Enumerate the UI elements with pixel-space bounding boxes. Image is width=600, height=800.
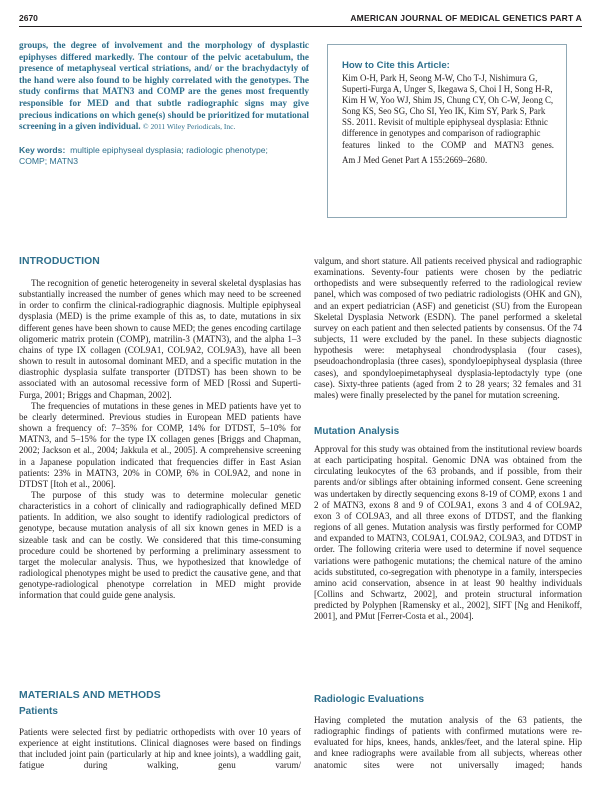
keywords-line-2: COMP; MATN3 [19,155,79,166]
intro-paragraph-1: The recognition of genetic heterogeneity in several skeletal dysplasias has substantially increased the number of genes which may need to be screened in order to confirm the clinical-radiographic diagnosis. Multiple epiphyseal dysplasia (MED) is the prime example of this as, to date, mutations in six different genes have been shown to cause MED; the genes encoding cartilage oligomeric matrix protein (COMP), matrilin-3 (MATN3), and the alpha 1–3 chains of type IX collagen (COL9A1, COL9A2, COL9A3), have all been shown to result in autosomal dominant MED, and a specific mutation in the diastrophic dysplasia sulfate transporter (DTDST) has been shown to be associated with an autosomal recessive form of MED [Rossi and Superti-Furga, 2001; Briggs and Chapman, 2002]. [19,278,301,400]
heading-mutation-analysis: Mutation Analysis [314,426,400,437]
keywords-label: Key words: [19,144,66,155]
abstract-block [19,40,309,167]
journal-title: AMERICAN JOURNAL OF MEDICAL GENETICS PART A [350,13,582,23]
citation-box [327,44,567,218]
introduction-text [19,278,301,602]
keywords [19,145,309,167]
abstract-text [19,40,309,133]
mutation-paragraph-1: Approval for this study was obtained from the institutional review boards at each participating hospital. Genomic DNA was obtained from the circulating leukocytes of the 63 probands, and if possible, from their parents and/or siblings after obtaining informed consent. Gene screening was undertaken by directly sequencing exons 8-19 of COMP, exons 1 and 2 of MATN3, exons 8 and 9 of COL9A1, exons 3 and 4 of COL9A2, exon 3 of COL9A3, and all three exons of DTDST, and the flanking regions of all genes. Mutation analysis was firstly performed for COMP and expanded to MATN3, COL9A1, COL9A2, COL9A3, and DTDST in order. The following criteria were used to determine if novel sequence variations were pathogenic mutations; the chemical nature of the amino acids substituted, co-segregation with phenotype in a family, interspecies amino acid conservation, absence in at least 90 healthy individuals [Collins and Schwartz, 2002], and protein structural information predicted by Polyphen [Ramensky et al., 2002], SIFT [Ng and Henikoff, 2001], and PMut [Ferrer-Costa et al., 2004]. [314,444,582,622]
header-rule [19,26,582,27]
heading-introduction: INTRODUCTION [19,256,100,267]
citation-body: Kim O-H, Park H, Seong M-W, Cho T-J, Nishimura G, Superti-Furga A, Unger S, Ikegawa S, Choi I H, Song H-R, Kim H W, Yoo WJ, Shim JS, Chung CY, Oh C-W, Jeong C, Song KS, Seo SG, Cho SI, Yeo IK, Kim SY, Park S, Park SS. 2011. Revisit of multiple epiphyseal dysplasia: Ethnic difference in genotypes and comparison of radiographic features linked to the COMP and MATN3 genes. [342,73,554,150]
patients-text [19,727,301,772]
abstract-body: groups, the degree of involvement and the morphology of dysplastic epiphyses differed markedly. The contour of the pelvic acetabulum, the presence of metaphyseal vertical striations, and/ or the brachydactyly of the hand were also found to be highly correlated with the genotypes. The study confirms that MATN3 and COMP are the genes most frequently responsible for MED and that subtle radiographic signs may give precious indications on which gene(s) should be prioritized for mutational screening in a given individual. [19,40,309,132]
mutation-analysis-text [314,444,582,623]
heading-radiologic-evaluations: Radiologic Evaluations [314,694,425,705]
intro-paragraph-3: The purpose of this study was to determine molecular genetic characteristics in a cohort of clinically and radiographically defined MED patients. In addition, we also sought to identify radiological predictors of genotype, because mutation analysis of all six known genes in MED is a sizeable task and can be costly. We considered that this time-consuming procedure could be shortened by performing a preliminary assessment to target the molecular analysis. Thus, we hypothesized that knowledge of radiological phenotypes might be used to predict the causative gene, and that genotype-radiological phenotype correlation in MED might provide information that could guide gene analysis. [19,489,301,601]
citation-title: How to Cite this Article: [342,60,450,71]
citation-journal-ref: Am J Med Genet Part A 155:2669–2680. [342,154,488,165]
patients-text-continued [314,256,582,401]
heading-patients: Patients [19,706,58,717]
running-header [0,10,600,30]
keywords-line-1: multiple epiphyseal dysplasia; radiologic phenotype; [70,144,268,155]
intro-paragraph-2: The frequencies of mutations in these genes in MED patients have yet to be clearly determined. Previous studies in European MED patients have shown a frequency of: 7–35% for COMP, 14% for DTDST, 5–10% for MATN3, and 5–15% for the type IX collagen genes [Briggs and Chapman, 2002; Jackson et al., 2004; Jakkula et al., 2005]. A comprehensive screening in a Japanese population indicated that frequencies differ in East Asian patients: 23% in MATN3, 20% in COMP, 6% in COL9A2, and none in DTDST [Itoh et al., 2006]. [19,400,301,489]
patients-paragraph-continued: valgum, and short stature. All patients received physical and radiographic examinations. Seventy-four patients were chosen by the pediatric orthopedists and were subsequently referred to the radiological review panel, which was composed of two pediatric radiologists (OHK and GN), and an expert pediatrician (ASF) and geneticist (SU) from the European Skeletal Dysplasia Network (ESDN). The panel performed a skeletal survey on each patient and then selected patients by consensus. Of the 74 subjects, 11 were excluded by the panel. In these subjects diagnostic hypothesis were: metaphyseal chondrodysplasia (four cases), pseudoachondroplasia (three cases), spondyloepiphyseal dysplasia (three cases), and spondyloepimetaphyseal dysplasia-leptodactyly type (one case). Sixty-three patients (aged from 2 to 28 years; 32 females and 31 males) were finally preselected by the panel for mutation screening. [314,256,582,400]
radiologic-text [314,715,582,771]
page-number: 2670 [19,13,38,23]
radiologic-paragraph-1: Having completed the mutation analysis of the 63 patients, the radiographic findings of patients with confirmed mutations were re-evaluated for hips, knees, hands, ankles/feet, and the lateral spine. Hip and knee radiographs were available from all subjects, whereas other anatomic sites were not universally imaged; hands [314,715,582,770]
patients-paragraph-1: Patients were selected first by pediatric orthopedists with over 10 years of experience at eight institutions. Clinical diagnoses were based on findings that included joint pain (particularly at hip and knee joints), a waddling gait, fatigue during walking, genu varum/ [19,727,301,771]
copyright-notice: © 2011 Wiley Periodicals, Inc. [142,122,236,132]
heading-materials-methods: MATERIALS AND METHODS [19,690,161,701]
